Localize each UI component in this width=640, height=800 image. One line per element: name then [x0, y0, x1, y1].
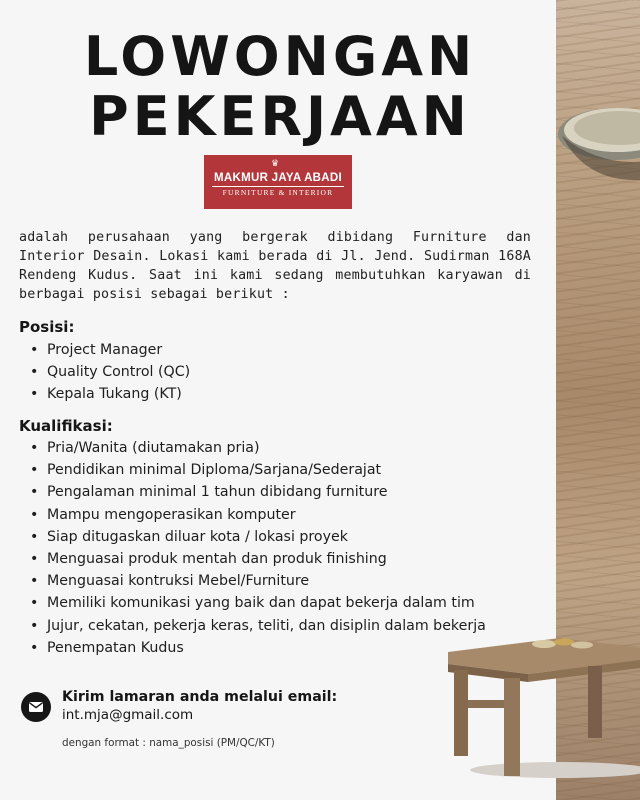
- qualification-item: • Pengalaman minimal 1 tahun dibidang furniture: [28, 481, 486, 503]
- bullet: •: [30, 342, 39, 358]
- positions-list: [28, 339, 190, 406]
- qualification-item: • Memiliki komunikasi yang baik dan dapat bekerja dalam tim: [28, 592, 486, 614]
- qualification-item: • Siap ditugaskan diluar kota / lokasi proyek: [28, 526, 486, 548]
- wooden-table-image: [440, 630, 640, 780]
- bullet: •: [30, 528, 39, 545]
- company-intro: adalah perusahaan yang bergerak dibidang Furniture dan Interior Desain. Lokasi kami berada di Jl. Jend. Sudirman 168A Rendeng Kudus. Saat ini kami sedang membutuhkan karyawan di berbagai posisi sebagai berikut :: [19, 230, 531, 302]
- crown-icon: ♛: [271, 159, 280, 169]
- bullet: •: [30, 506, 39, 523]
- bullet: •: [30, 386, 39, 403]
- bullet: •: [30, 595, 39, 612]
- logo-divider: [212, 186, 344, 187]
- bullet: •: [30, 573, 39, 590]
- qualifications-heading: Kualifikasi:: [19, 417, 113, 435]
- qualification-item: • Jujur, cekatan, pekerja keras, teliti, dan disiplin dalam bekerja: [28, 615, 486, 637]
- logo-subtitle: FURNITURE & INTERIOR: [222, 188, 334, 197]
- qualification-item: • Pendidikan minimal Diploma/Sarjana/Sederajat: [28, 459, 486, 481]
- qualification-item: • Menguasai kontruksi Mebel/Furniture: [28, 570, 486, 592]
- qualification-item: • Pria/Wanita (diutamakan pria): [28, 437, 486, 459]
- positions-heading: Posisi:: [19, 318, 75, 336]
- logo-brand: MAKMUR JAYA ABADI: [214, 172, 342, 184]
- bullet: •: [30, 550, 39, 567]
- contact-heading: Kirim lamaran anda melalui email:: [62, 689, 338, 705]
- qualification-item: • Mampu mengoperasikan komputer: [28, 504, 486, 526]
- qualification-item: • Penempatan Kudus: [28, 637, 486, 659]
- position-item: • Project Manager: [28, 339, 190, 361]
- page-title-line-1: LOWONGAN: [83, 25, 477, 88]
- position-item: • Quality Control (QC): [28, 361, 190, 383]
- bullet: •: [30, 440, 39, 456]
- mail-icon: [21, 692, 51, 722]
- bullet: •: [30, 617, 39, 634]
- bullet: •: [30, 484, 39, 501]
- qualifications-list: [28, 437, 486, 659]
- page-title-line-2: PEKERJAAN: [89, 85, 471, 148]
- company-logo: [204, 155, 352, 209]
- position-item: • Kepala Tukang (KT): [28, 383, 190, 405]
- contact-email[interactable]: int.mja@gmail.com: [62, 707, 194, 723]
- contact-format-note: dengan format : nama_posisi (PM/QC/KT): [62, 737, 275, 749]
- bullet: •: [30, 462, 39, 479]
- qualification-item: • Menguasai produk mentah dan produk finishing: [28, 548, 486, 570]
- bullet: •: [30, 364, 39, 381]
- bullet: •: [30, 639, 39, 656]
- bowl-image: [556, 92, 640, 202]
